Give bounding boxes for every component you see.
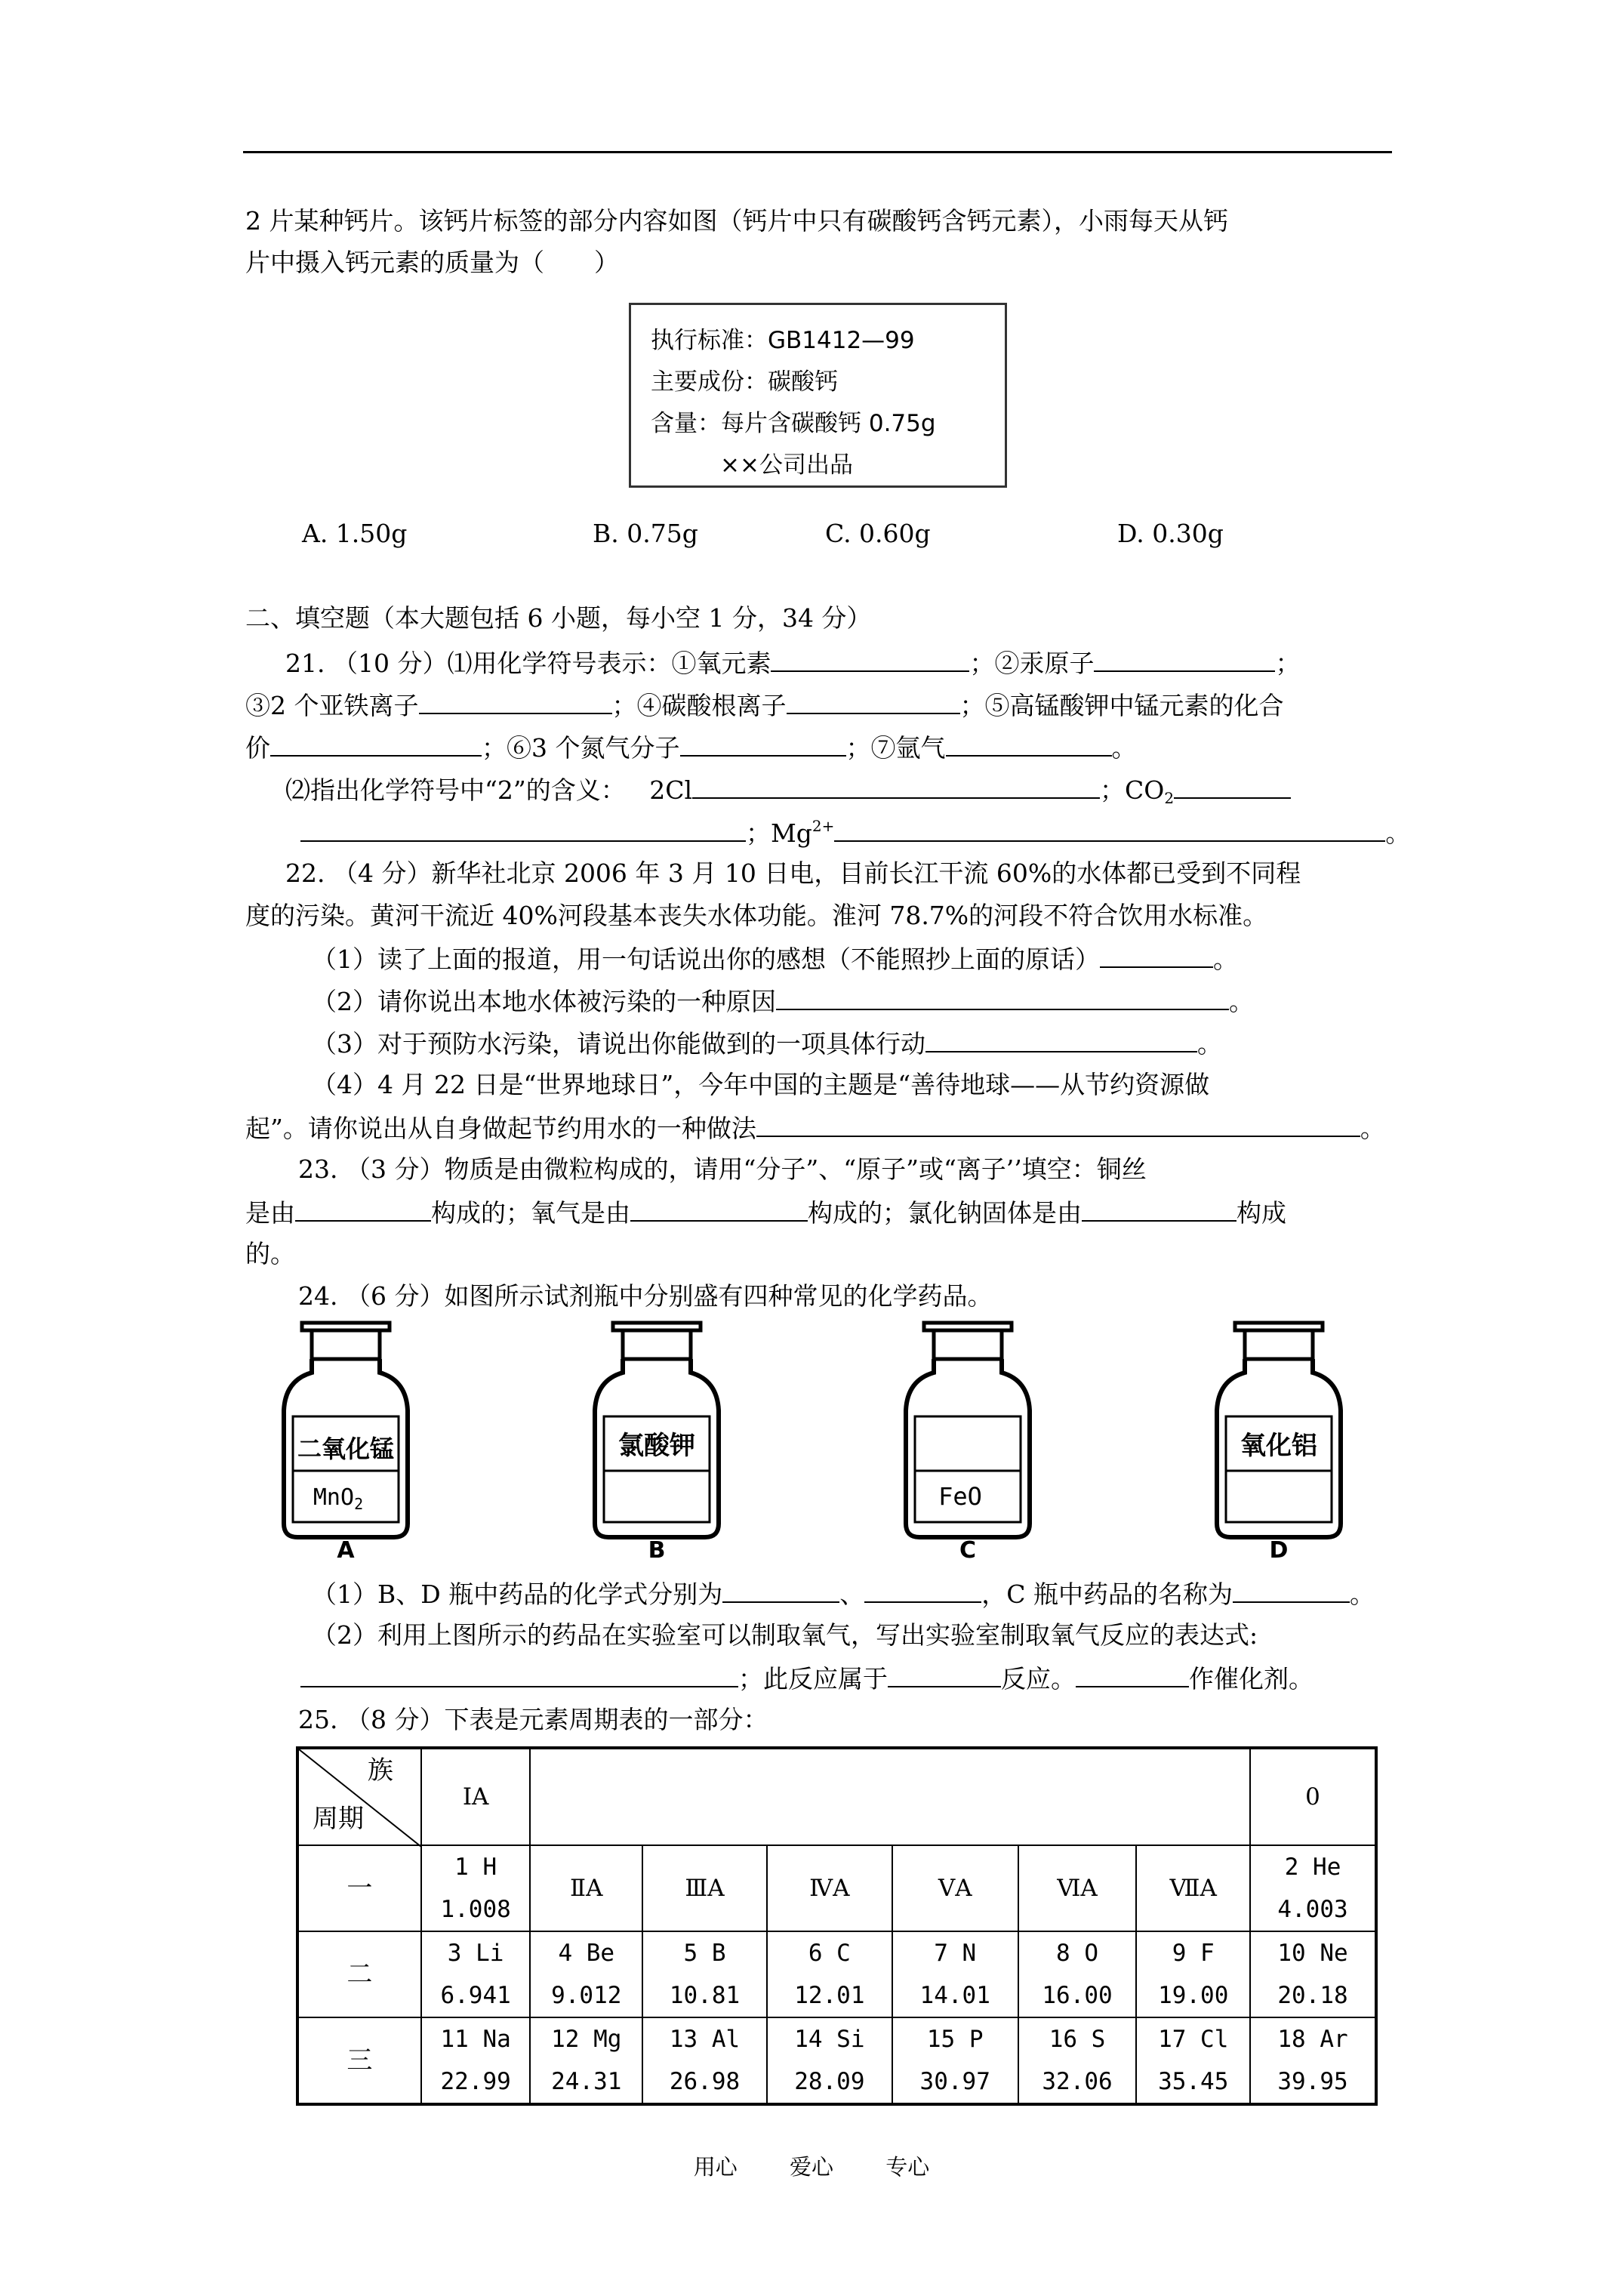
reagent-bottle-c (900, 1320, 1036, 1561)
element-cell: 17 Cl 35.45 (1136, 2017, 1250, 2104)
label-maker: ××公司出品 (720, 451, 853, 479)
element-cell: 18 Ar 39.95 (1250, 2017, 1376, 2104)
answer-blank[interactable] (1100, 945, 1213, 968)
element-cell: 13 Al 26.98 (642, 2017, 767, 2104)
q24-line-1: 24. （6 分）如图所示试剂瓶中分别盛有四种常见的化学药品。 (298, 1281, 993, 1311)
answer-blank[interactable] (692, 776, 1100, 799)
element-cell: 16 S 32.06 (1018, 2017, 1137, 2104)
answer-blank[interactable] (1233, 1580, 1350, 1603)
header-period: 周期 (313, 1804, 364, 1834)
answer-blank[interactable] (864, 1580, 981, 1603)
answer-blank[interactable] (270, 734, 482, 757)
group-label: ⅦA (1136, 1845, 1250, 1931)
bottle-a-name: 二氧化锰 (297, 1435, 395, 1463)
answer-blank[interactable] (300, 819, 746, 842)
group-label: ⅤA (892, 1845, 1018, 1931)
reagent-bottle-d (1211, 1320, 1347, 1561)
element-cell: 1 H 1.008 (421, 1845, 531, 1931)
element-cell: 10 Ne 20.18 (1250, 1931, 1376, 2017)
q24-line-4: ；此反应属于 反应。 作催化剂。 (300, 1665, 1313, 1691)
group-label: ⅣA (767, 1845, 892, 1931)
option-d: D. 0.30g (1117, 519, 1224, 548)
q24-line-3: （2）利用上图所示的药品在实验室可以制取氧气，写出实验室制取氧气反应的表达式: (312, 1620, 1258, 1650)
bottle-c-letter: C (959, 1537, 977, 1561)
bottle-a-letter: A (337, 1537, 355, 1561)
answer-blank[interactable] (1076, 1665, 1189, 1687)
footer-word: 专心 (885, 2154, 930, 2180)
answer-blank[interactable] (888, 1665, 1001, 1687)
answer-blank[interactable] (776, 988, 1229, 1010)
header-rule (243, 151, 1392, 153)
answer-blank[interactable] (295, 1199, 431, 1222)
element-cell: 8 O 16.00 (1018, 1931, 1137, 2017)
q25-line-1: 25. （8 分）下表是元素周期表的一部分： (298, 1705, 768, 1734)
answer-blank[interactable] (771, 649, 969, 672)
header-zero: 0 (1250, 1748, 1376, 1845)
intro-line-2: 片中摄入钙元素的质量为（ ） (245, 248, 619, 277)
bottle-b-name: 氯酸钾 (618, 1431, 695, 1461)
q22-line-6: （4）4 月 22 日是“世界地球日”，今年中国的主题是“善待地球——从节约资源做 (312, 1070, 1210, 1099)
group-label: ⅡA (530, 1845, 642, 1931)
element-cell: 3 Li 6.941 (421, 1931, 531, 2017)
group-label: ⅥA (1018, 1845, 1137, 1931)
table-corner-cell (297, 1748, 421, 1845)
label-ingredient: 主要成份：碳酸钙 (651, 368, 838, 396)
reagent-bottle-b (589, 1320, 725, 1561)
answer-blank[interactable] (1094, 649, 1275, 672)
element-cell: 7 N 14.01 (892, 1931, 1018, 2017)
label-standard: 执行标准：GB1412—99 (651, 327, 915, 354)
q24-line-2: （1）B、D 瓶中药品的化学式分别为 、 ，C 瓶中药品的名称为 。 (312, 1579, 1375, 1609)
answer-blank[interactable] (756, 1114, 1360, 1137)
reagent-bottle-a (278, 1320, 414, 1561)
element-cell: 14 Si 28.09 (767, 2017, 892, 2104)
q23-line-2: 是由 构成的；氧气是由 构成的；氯化钠固体是由 构成 (245, 1198, 1286, 1228)
bottle-a-formula: MnO$_2$ (313, 1484, 364, 1513)
bottle-d-letter: D (1269, 1537, 1289, 1561)
q21-line-3: 价 ；⑥3 个氮气分子 ；⑦氩气 。 (245, 733, 1137, 763)
bottle-d-name: 氧化铝 (1240, 1431, 1317, 1461)
q22-line-3: （1）读了上面的报道，用一句话说出你的感想（不能照抄上面的原话） 。 (312, 945, 1238, 974)
answer-blank[interactable] (834, 819, 1385, 842)
q23-line-1: 23. （3 分）物质是由微粒构成的，请用“分子”、“原子”或“离子’’填空：铜丝 (298, 1154, 1147, 1184)
q22-line-7: 起”。请你说出从自身做起节约用水的一种做法 。 (245, 1114, 1385, 1143)
element-cell: 15 P 30.97 (892, 2017, 1018, 2104)
element-cell: 2 He 4.003 (1250, 1845, 1376, 1931)
option-c: C. 0.60g (825, 519, 931, 548)
label-content: 含量：每片含碳酸钙 0.75g (651, 410, 936, 437)
answer-blank[interactable] (630, 1199, 808, 1222)
period-1: 一 (297, 1845, 421, 1931)
element-cell: 9 F 19.00 (1136, 1931, 1250, 2017)
period-3: 三 (297, 2017, 421, 2104)
answer-blank[interactable] (1082, 1199, 1236, 1222)
element-cell: 12 Mg 24.31 (530, 2017, 642, 2104)
q21-line-5: ；$Mg^{2+}$ 。 (300, 818, 1410, 846)
option-b: B. 0.75g (593, 519, 698, 548)
periodic-table (296, 1746, 1378, 2106)
element-cell: 4 Be 9.012 (530, 1931, 642, 2017)
answer-blank[interactable] (787, 692, 960, 714)
answer-blank[interactable] (300, 1665, 738, 1687)
q21-line-4: ⑵指出化学符号中“2”的含义： 2Cl ；$CO_2$ (285, 776, 1291, 806)
page-footer (0, 2150, 1623, 2181)
q21-line-2: ③2 个亚铁离子 ；④碳酸根离子 ；⑤高锰酸钾中锰元素的化合 (245, 691, 1284, 720)
intro-line-1: 2 片某种钙片。该钙片标签的部分内容如图（钙片中只有碳酸钙含钙元素），小雨每天从钙 (245, 206, 1228, 236)
option-a: A. 1.50g (302, 519, 408, 548)
q22-line-2: 度的污染。黄河干流近 40%河段基本丧失水体功能。淮河 78.7%的河段不符合饮用水标准。 (245, 901, 1268, 930)
calcium-tablet-label (629, 303, 1007, 488)
bottle-c-formula: FeO (938, 1482, 982, 1511)
footer-word: 用心 (693, 2154, 738, 2180)
header-ia: IA (421, 1748, 531, 1845)
header-group: 族 (367, 1755, 393, 1786)
answer-blank[interactable] (925, 1030, 1197, 1052)
header-empty (530, 1748, 1250, 1845)
answer-blank[interactable] (946, 734, 1112, 757)
bottle-b-letter: B (648, 1537, 666, 1561)
q23-line-3: 的。 (245, 1239, 295, 1268)
q22-line-1: 22. （4 分）新华社北京 2006 年 3 月 10 日电，目前长江干流 60%的水体都已受到不同程 (285, 858, 1301, 888)
q21-line-1: 21. （10 分）⑴用化学符号表示：①氧元素 ；②汞原子 ； (285, 649, 1301, 678)
q22-line-5: （3）对于预防水污染，请说出你能做到的一项具体行动 。 (312, 1029, 1222, 1059)
answer-blank[interactable] (1174, 776, 1291, 799)
q22-line-4: （2）请你说出本地水体被污染的一种原因 。 (312, 987, 1254, 1016)
element-cell: 11 Na 22.99 (421, 2017, 531, 2104)
answer-blank[interactable] (419, 692, 612, 714)
group-label: ⅢA (642, 1845, 767, 1931)
answer-blank[interactable] (722, 1580, 839, 1603)
section-2-title: 二、填空题（本大题包括 6 小题，每小空 1 分，34 分） (245, 603, 872, 633)
element-cell: 6 C 12.01 (767, 1931, 892, 2017)
footer-word: 爱心 (789, 2154, 833, 2180)
element-cell: 5 B 10.81 (642, 1931, 767, 2017)
answer-blank[interactable] (680, 734, 846, 757)
period-2: 二 (297, 1931, 421, 2017)
